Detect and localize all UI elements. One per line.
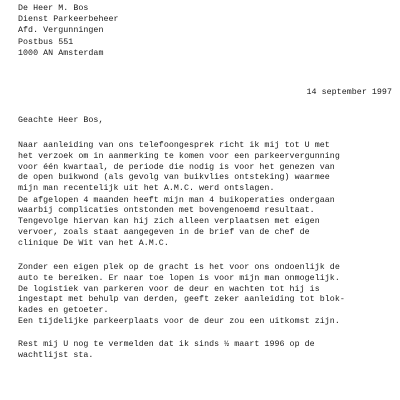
paragraph-line: voor één kwartaal, de periode die nodig is voor het genezen van	[18, 162, 335, 172]
paragraph-line: Een tijdelijke parkeerplaats voor de deur zou een uitkomst zijn.	[18, 316, 340, 326]
paragraph-medical	[18, 196, 394, 249]
paragraph-line: clinique De Wit van het A.M.C.	[18, 238, 169, 248]
paragraph-line: De logistiek van parkeren voor de deur en wachten tot hij is	[18, 284, 320, 294]
paragraph-line: de open buikwond (als gevolg van buikvlies ontsteking) waarmee	[18, 173, 330, 183]
paragraph-line: mijn man recentelijk uit het A.M.C. werd ontslagen.	[18, 184, 275, 194]
paragraph-line: waarbij complicaties ontstonden met bovengenoemd resultaat.	[18, 206, 315, 216]
paragraph-logistics	[18, 263, 394, 327]
paragraph-waitlist	[18, 340, 394, 361]
paragraph-line: ingestapt met behulp van derden, geeft zeker aanleiding tot blok-	[18, 295, 345, 305]
paragraph-line: Zonder een eigen plek op de gracht is het voor ons ondoenlijk de	[18, 263, 340, 273]
address-line: Afd. Vergunningen	[18, 26, 104, 36]
paragraph-line: Tengevolge hiervan kan hij zich alleen verplaatsen met eigen	[18, 217, 320, 227]
salutation: Geachte Heer Bos,	[18, 115, 104, 125]
paragraph-line: vervoer, zoals staat aangegeven in de brief van de chef de	[18, 227, 310, 237]
letter-date: 14 september 1997	[306, 87, 392, 97]
address-line: Postbus 551	[18, 37, 74, 47]
paragraph-line: het verzoek om in aanmerking te komen voor een parkeervergunning	[18, 152, 340, 162]
paragraph-line: kades en getoeter.	[18, 305, 109, 315]
address-line: Dienst Parkeerbeheer	[18, 15, 119, 25]
paragraph-line: auto te bereiken. Er naar toe lopen is voor mijn man onmogelijk.	[18, 273, 340, 283]
paragraph-request	[18, 141, 394, 194]
address-line: 1000 AN Amsterdam	[18, 48, 104, 58]
recipient-address	[18, 4, 394, 60]
paragraph-line: Naar aanleiding van ons telefoongesprek richt ik mij tot U met	[18, 141, 330, 151]
address-line: De Heer M. Bos	[18, 4, 89, 13]
paragraph-line: wachtlijst sta.	[18, 351, 94, 361]
paragraph-line: Rest mij U nog te vermelden dat ik sinds ½ maart 1996 op de	[18, 340, 315, 350]
paragraph-line: De afgelopen 4 maanden heeft mijn man 4 buikoperaties ondergaan	[18, 195, 335, 205]
